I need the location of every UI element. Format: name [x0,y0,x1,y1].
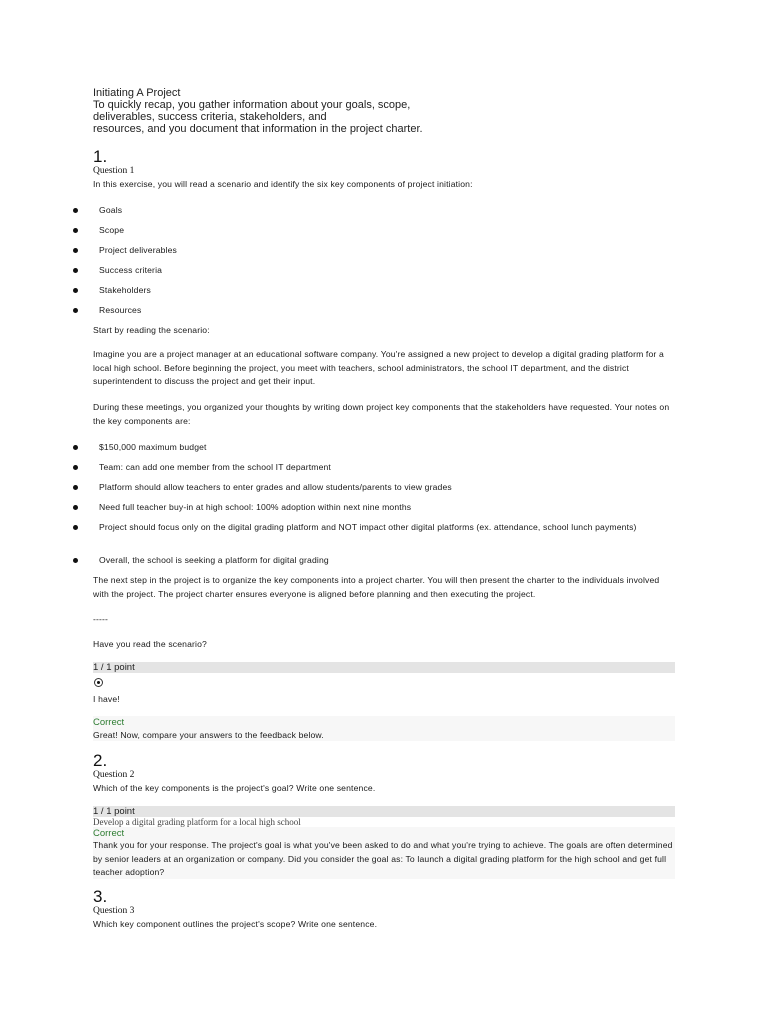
question-intro: In this exercise, you will read a scenario and identify the six key components of project initiation: [93,179,473,189]
bullet-icon [73,465,78,470]
question-number: 2. [93,751,108,770]
list-item-text: Project deliverables [99,245,177,255]
bullet-icon [73,208,78,213]
next-step-paragraph: The next step in the project is to organize the key components into a project charter. You will then present the charter to the individuals involved with the project. The project charter ensures everyone is aligned before planning and then executing the project. [93,575,660,599]
bullet-icon [73,445,78,450]
list-item-text: Scope [99,225,125,235]
bullet-icon [73,525,78,530]
list-item-text: Team: can add one member from the school IT department [99,462,331,472]
question-label: Question 2 [93,770,135,780]
intro-line: resources, and you document that information in the project charter. [93,123,423,135]
intro-line: deliverables, success criteria, stakeholders, and [93,111,327,123]
bullet-icon [73,558,78,563]
divider-text: ----- [93,614,109,624]
feedback-text: Thank you for your response. The project's goal is what you've been asked to do and what you're trying to achieve. The goals are often determined by senior leaders at an organization or company. Did you consider the goal as: To launch a digital grading platform for the high school and get full teacher adoption? [93,840,673,877]
bullet-icon [73,308,78,313]
option-label[interactable]: I have! [93,694,120,704]
bullet-icon [73,505,78,510]
list-item-text: Goals [99,205,123,215]
bullet-icon [73,288,78,293]
bullet-icon [73,248,78,253]
correct-status: Correct [93,717,125,728]
bullet-icon [73,485,78,490]
question-label: Question 3 [93,906,135,916]
question-label: Question 1 [93,166,135,176]
bullet-icon [73,228,78,233]
radio-selected-dot [97,681,100,684]
scenario-paragraph: Imagine you are a project manager at an educational software company. You're assigned a new project to develop a digital grading platform for a local high school. Before beginning the project, you meet with teachers, school administrators, the school IT department, and the district superintendent to discuss the project and get their input. [93,349,664,386]
list-item-text: Success criteria [99,265,163,275]
feedback-text: Great! Now, compare your answers to the feedback below. [93,730,324,740]
points-bar [93,662,675,673]
points-label: 1 / 1 point [93,662,135,673]
question-number: 1. [93,147,108,166]
list-item-text: Project should focus only on the digital grading platform and NOT impact other digital platforms (ex. attendance, school lunch payments) [99,522,637,532]
radio-button[interactable] [94,678,103,687]
list-item-text: Resources [99,305,142,315]
question-prompt: Have you read the scenario? [93,639,207,649]
answer-text: Develop a digital grading platform for a local high school [93,817,301,827]
list-item-text: $150,000 maximum budget [99,442,207,452]
bullet-icon [73,268,78,273]
list-item-text: Stakeholders [99,285,151,295]
list-item-text: Overall, the school is seeking a platform for digital grading [99,555,329,565]
correct-status: Correct [93,828,125,839]
points-label: 1 / 1 point [93,806,135,817]
question-prompt: Which of the key components is the project's goal? Write one sentence. [93,783,376,793]
page-title: Initiating A Project [93,87,181,99]
question-number: 3. [93,887,108,906]
intro-line: To quickly recap, you gather information about your goals, scope, [93,99,411,111]
list-item-text: Need full teacher buy-in at high school: 100% adoption within next nine months [99,502,412,512]
points-bar [93,806,675,817]
list-item-text: Platform should allow teachers to enter grades and allow students/parents to view grades [99,482,452,492]
scenario-paragraph: During these meetings, you organized your thoughts by writing down project key components that the stakeholders have requested. Your notes on the key components are: [93,402,670,426]
instruction-text: Start by reading the scenario: [93,325,210,335]
question-prompt: Which key component outlines the project's scope? Write one sentence. [93,919,378,929]
intro-block [93,87,423,135]
